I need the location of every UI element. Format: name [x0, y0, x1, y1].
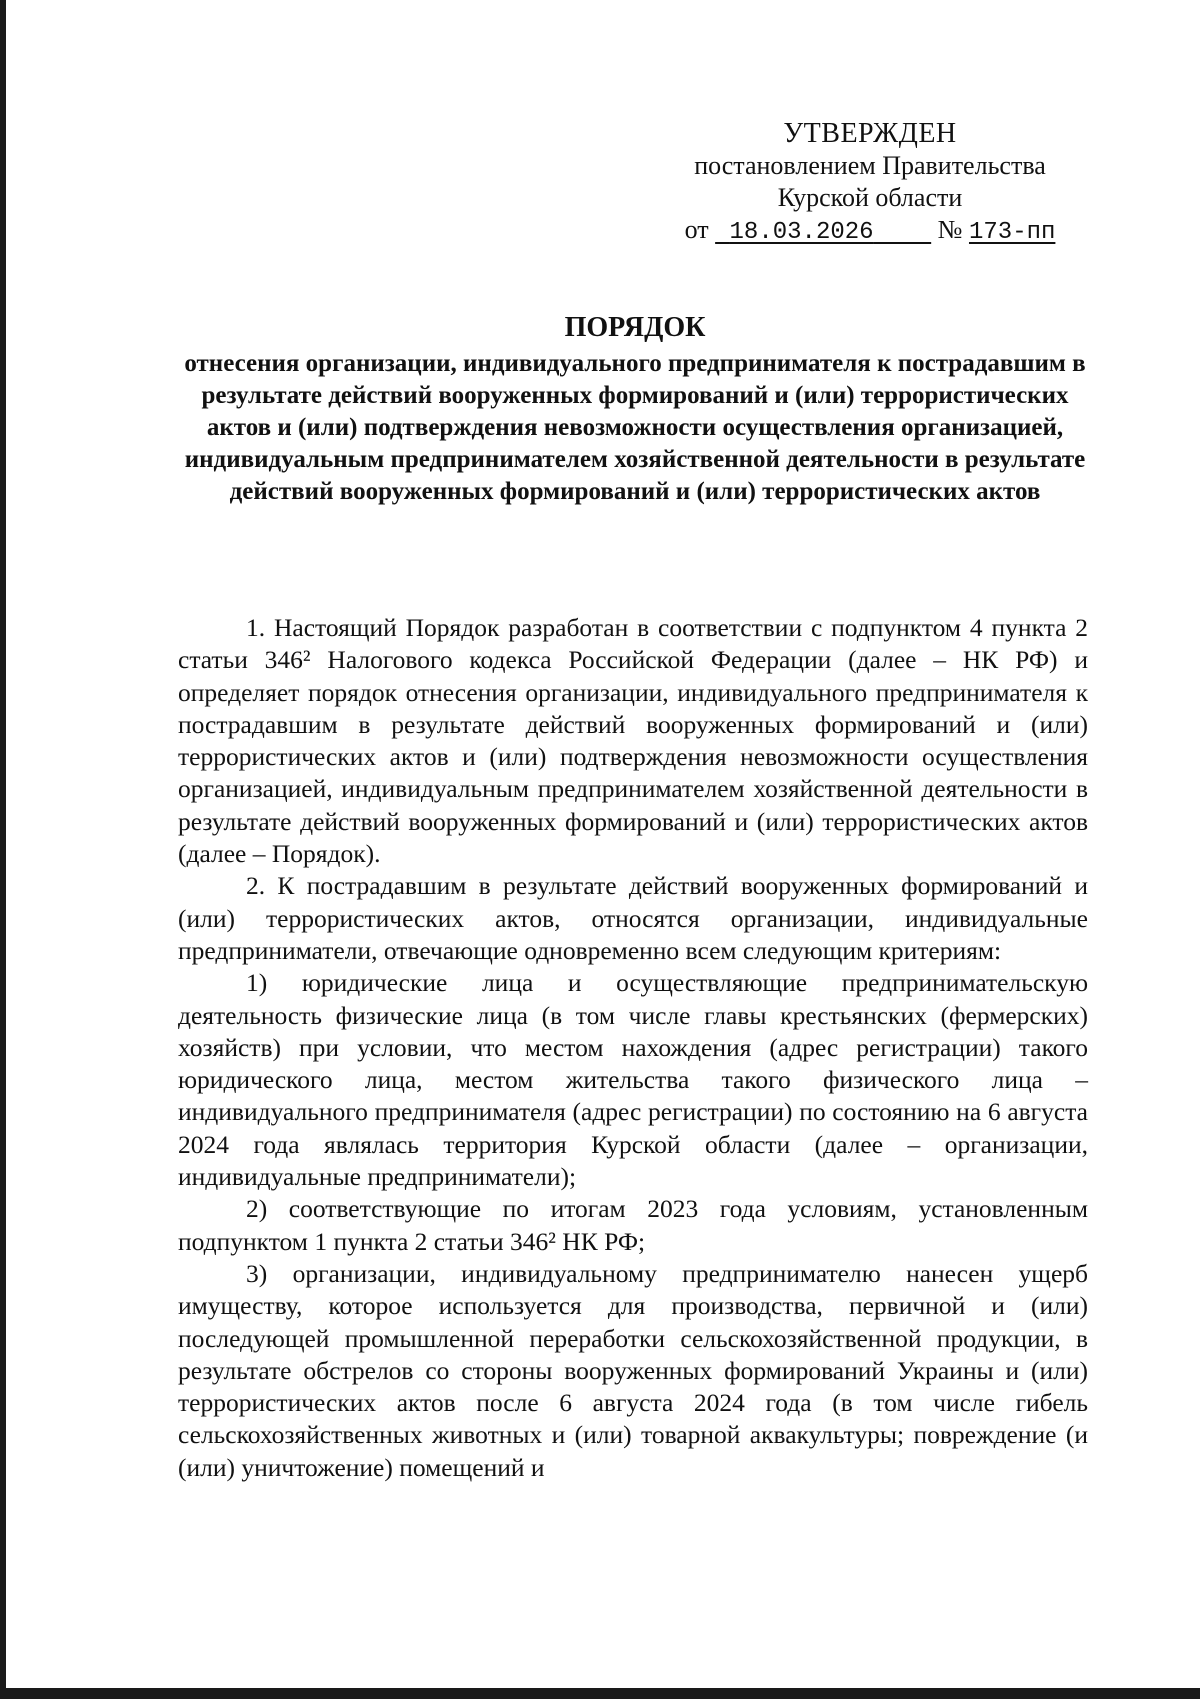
criterion-3: 3) организации, индивидуальному предпринимателю нанесен ущерб имуществу, которое используется для производства, первичной и (или) последующей промышленной переработки сельскохозяйственной продукции, в результате обстрелов со стороны вооруженных формирований Украины и (или) террористических актов после 6 августа 2024 года (в том числе гибель сельскохозяйственных животных и (или) товарной аквакультуры; повреждение (и (или) уничтожение) помещений и — [178, 1258, 1088, 1482]
document-body — [178, 612, 1088, 1484]
scan-left-edge — [0, 0, 6, 1699]
criterion-2: 2) соответствующие по итогам 2023 года условиям, установленным подпунктом 1 пункта 2 статьи 346² НК РФ; — [178, 1194, 1088, 1256]
criterion-1: 1) юридические лица и осуществляющие предпринимательскую деятельность физические лица (в том числе главы крестьянских (фермерских) хозяйств) при условии, что местом нахождения (адрес регистрации) такого юридического лица, местом жительства такого физического лица – индивидуального предпринимателя (адрес регистрации) по состоянию на 6 августа 2024 года являлась территория Курской области (далее – организации, индивидуальные предприниматели); — [178, 968, 1088, 1192]
document-subtitle: отнесения организации, индивидуального предпринимателя к пострадавшим в результате действий вооруженных формирований и (или) террористических актов и (или) подтверждения невозможности осуществления организацией, индивидуальным предпринимателем хозяйственной деятельности в результате действий вооруженных формирований и (или) террористических актов — [184, 350, 1086, 505]
document-title: ПОРЯДОК — [564, 312, 706, 343]
paragraph-2: 2. К пострадавшим в результате действий вооруженных формирований и (или) террористических актов, относятся организации, индивидуальные предприниматели, отвечающие одновременно всем следующим критериям: — [178, 871, 1088, 965]
approval-heading: УТВЕРЖДЕН — [783, 118, 957, 149]
number-prefix: № — [937, 215, 963, 244]
approval-registration-line — [640, 214, 1100, 249]
approval-number: 173-пп — [968, 219, 1056, 246]
date-prefix: от — [684, 215, 709, 244]
approval-line-2: Курской области — [777, 183, 963, 212]
approval-date: 18.03.2026 — [729, 219, 874, 246]
scan-bottom-edge — [0, 1688, 1200, 1699]
paragraph-1: 1. Настоящий Порядок разработан в соответствии с подпунктом 4 пункта 2 статьи 346² Налогового кодекса Российской Федерации (далее – НК РФ) и определяет порядок отнесения организации, индивидуального предпринимателя к пострадавшим в результате действий вооруженных формирований и (или) террористических актов и (или) подтверждения невозможности осуществления организацией, индивидуальным предпринимателем хозяйственной деятельности в результате действий вооруженных формирований и (или) террористических актов (далее – Порядок). — [178, 613, 1088, 869]
approval-block — [640, 118, 1100, 249]
approval-line-1: постановлением Правительства — [694, 151, 1046, 180]
document-title-block — [175, 308, 1095, 508]
